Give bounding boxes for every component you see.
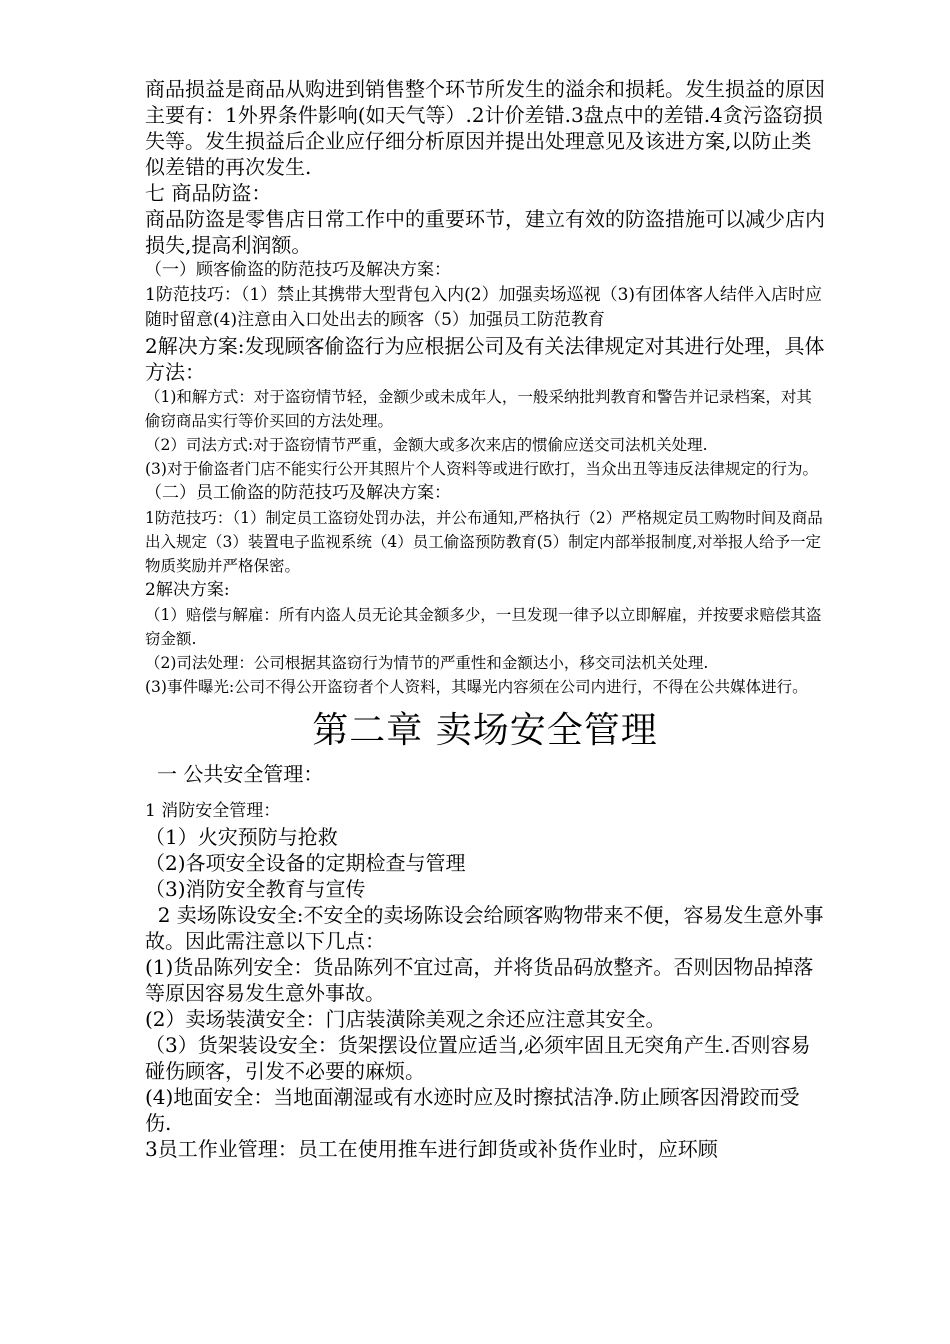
paragraph: （一）顾客偷盗的防范技巧及解决方案： bbox=[145, 260, 451, 280]
paragraph: （二）员工偷盗的防范技巧及解决方案： bbox=[145, 483, 451, 503]
paragraph: （1）赔偿与解雇：所有内盗人员无论其金额多少，一旦发现一律予以立即解雇，并按要求赔偿其盗窃金额. bbox=[145, 606, 822, 648]
paragraph: (4)地面安全：当地面潮湿或有水迹时应及时擦拭洁净.防止顾客因滑跤而受伤. bbox=[145, 1085, 800, 1135]
section-title: 一 公共安全管理： bbox=[157, 762, 324, 786]
document-page bbox=[145, 76, 825, 1162]
paragraph: 2解决方案: bbox=[145, 580, 230, 600]
paragraph: （2)司法处理：公司根据其盗窃行为情节的严重性和金额达小，移交司法机关处理. bbox=[145, 654, 709, 672]
paragraph: 商品防盗是零售店日常工作中的重要环节，建立有效的防盗措施可以减少店内损失,提高利润额。 bbox=[145, 207, 825, 257]
paragraph: （2）司法方式:对于盗窃情节严重，金额大或多次来店的惯偷应送交司法机关处理. bbox=[145, 436, 708, 454]
paragraph: 商品损益是商品从购进到销售整个环节所发生的溢余和损耗。发生损益的原因主要有：1外界条件影响(如天气等）.2计价差错.3盘点中的差错.4贪污盗窃损失等。发生损益后企业应仔细分析原因并提出处理意见及该进方案,以防止类似差错的再次发生. bbox=[145, 77, 825, 179]
paragraph: （3）货架装设安全：货架摆设位置应适当,必须牢固且无突角产生.否则容易碰伤顾客，引发不必要的麻烦。 bbox=[145, 1033, 811, 1083]
paragraph: 1 消防安全管理： bbox=[145, 801, 281, 821]
paragraph: 2解决方案:发现顾客偷盗行为应根据公司及有关法律规定对其进行处理，具体方法： bbox=[145, 334, 825, 384]
paragraph: 1防范技巧：（1）禁止其携带大型背包入内(2）加强卖场巡视（3)有团体客人结伴入店时应随时留意(4)注意由入口处出去的顾客（5）加强员工防范教育 bbox=[145, 285, 823, 330]
paragraph: 2 卖场陈设安全:不安全的卖场陈设会给顾客购物带来不便，容易发生意外事故。因此需注意以下几点： bbox=[145, 903, 824, 953]
paragraph: (2）卖场装潢安全：门店装潢除美观之余还应注意其安全。 bbox=[145, 1007, 666, 1031]
paragraph: 1防范技巧：（1）制定员工盗窃处罚办法，并公布通知,严格执行（2）严格规定员工购物时间及商品出入规定（3）装置电子监视系统（4）员工偷盗预防教育(5）制定内部举报制度,对举报人给予一定物质奖励并严格保密。 bbox=[145, 509, 823, 575]
paragraph: （3)消防安全教育与宣传 bbox=[145, 877, 366, 901]
paragraph: （2)各项安全设备的定期检查与管理 bbox=[145, 851, 466, 875]
chapter-title: 第二章 卖场安全管理 bbox=[312, 710, 658, 751]
paragraph: 3员工作业管理：员工在使用推车进行卸货或补货作业时，应环顾 bbox=[145, 1137, 718, 1161]
paragraph: 七 商品防盗： bbox=[145, 181, 272, 205]
paragraph: (3)对于偷盗者门店不能实行公开其照片个人资料等或进行欧打，当众出丑等违反法律规定的行为。 bbox=[145, 460, 818, 478]
paragraph: (1)货品陈列安全：货品陈列不宜过高，并将货品码放整齐。否则因物品掉落等原因容易发生意外事故。 bbox=[145, 955, 814, 1005]
paragraph: （1)和解方式：对于盗窃情节轻，金额少或未成年人，一般采纳批判教育和警告并记录档案，对其偷窃商品实行等价买回的方法处理。 bbox=[145, 388, 812, 430]
paragraph: (3)事件曝光:公司不得公开盗窃者个人资料，其曝光内容须在公司内进行，不得在公共媒体进行。 bbox=[145, 678, 808, 696]
part1-paragraphs bbox=[145, 76, 825, 699]
part2-paragraphs bbox=[145, 799, 825, 1162]
paragraph: （1）火灾预防与抢救 bbox=[145, 825, 338, 849]
